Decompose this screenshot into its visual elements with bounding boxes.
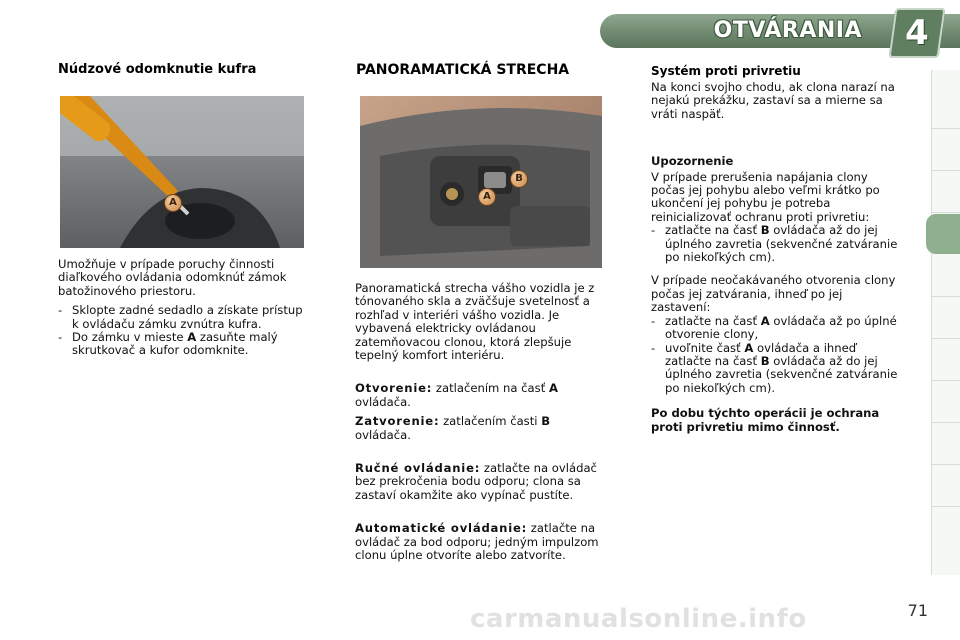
case-step: - uvoľnite časť A ovládača a ihneď zatlačte na časť B ovládača až do jej úplného zavretia (sekvenčné zatváranie po niekoľkých cm). [651, 342, 903, 396]
tab-divider [932, 170, 960, 171]
page-number: 71 [907, 601, 928, 620]
tab-divider [932, 506, 960, 507]
chapter-title: OTVÁRANIA [713, 18, 862, 43]
warning-title: Upozornenie [651, 154, 734, 169]
trunk-intro: Umožňuje v prípade poruchy činnosti diaľkového ovládania odomknúť zámok batožinového priestoru. [58, 257, 287, 298]
watermark: carmanualsonline.info [470, 604, 807, 634]
roof-intro: Panoramatická strecha vášho vozidla je z tónovaného skla a zväčšuje svetelnosť a rozhľad v interiéri vášho vozidla. Je vybavená elektricky ovládanou zatemňovacou clonou, ktorá zlepšuje tepelný komfort interiéru. [355, 281, 595, 363]
trunk-lock-illustration [60, 96, 304, 248]
trunk-step: - Sklopte zadné sedadlo a získate prístup k ovládaču zámku zvnútra kufra. [58, 304, 306, 331]
marker-a: A [478, 188, 496, 206]
trunk-lock-photo [60, 96, 304, 248]
section-title-roof: PANORAMATICKÁ STRECHA [356, 62, 570, 78]
antipinch-text [651, 81, 903, 440]
roof-text [355, 282, 605, 569]
warning-text: V prípade prerušenia napájania clony počas jej pohybu alebo veľmi krátko po ukončení jej pohybu je potreba reinicializovať ochranu proti privretiu: [651, 169, 880, 224]
tab-divider [932, 128, 960, 129]
chapter-tab-active[interactable] [926, 214, 960, 254]
marker-a: A [164, 194, 182, 212]
tab-divider [932, 380, 960, 381]
case-step: - zatlačte na časť A ovládača až po úplné otvorenie clony, [651, 315, 903, 342]
case-text: V prípade neočakávaného otvorenia clony počas jej zatvárania, ihneď po jej zastavení: [651, 273, 896, 315]
roof-manual: Ručné ovládanie: zatlačte na ovládač bez prekročenia bodu odporu; clona sa zastaví okamžite ako vypínač pustíte. [355, 461, 597, 502]
warning-steps [651, 224, 903, 264]
roof-closing: Zatvorenie: zatlačením časti B ovládača. [355, 414, 551, 442]
tab-divider [932, 338, 960, 339]
roof-opening: Otvorenie: zatlačením na časť A ovládača. [355, 381, 558, 409]
final-note: Po dobu týchto operácii je ochrana proti privretiu mimo činnosť. [651, 406, 880, 434]
section-title-antipinch: Systém proti privretiu [651, 64, 801, 78]
tab-divider [932, 464, 960, 465]
tab-divider [932, 296, 960, 297]
roof-control-photo [360, 96, 602, 268]
roof-control-illustration [360, 96, 602, 268]
key-a: A [187, 330, 197, 345]
marker-b: B [510, 170, 528, 188]
tab-divider [932, 212, 960, 213]
chapter-number: 4 [905, 13, 929, 53]
roof-auto: Automatické ovládanie: zatlačte na ovládač za bod odporu; jedným impulzom clonu úplne otvoríte alebo zatvoríte. [355, 521, 599, 563]
trunk-text [58, 258, 306, 358]
warning-step: - zatlačte na časť B ovládača až do jej úplného zavretia (sekvenčné zatváranie po niekoľkých cm). [651, 224, 903, 264]
antipinch-intro: Na konci svojho chodu, ak clona narazí na nejakú prekážku, zastaví sa a mierne sa vráti naspäť. [651, 80, 895, 121]
side-tabs [931, 70, 960, 575]
trunk-steps [58, 304, 306, 358]
section-title-trunk: Núdzové odomknutie kufra [58, 62, 257, 77]
case-steps [651, 315, 903, 395]
trunk-step: - Do zámku v mieste A zasuňte malý skrutkovač a kufor odomknite. [58, 331, 306, 358]
tab-divider [932, 422, 960, 423]
